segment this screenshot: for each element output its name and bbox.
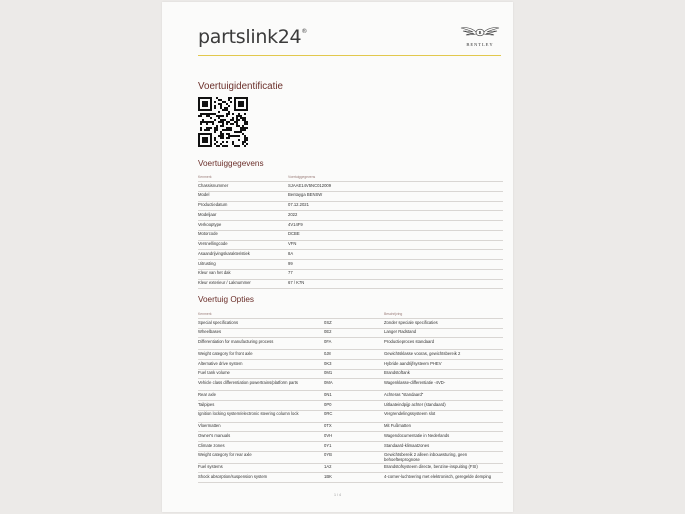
option-name: Fuel systems	[198, 464, 223, 470]
option-name: Vehicle class differentiation powertrains/platform parts	[198, 379, 299, 385]
option-code: 0FA	[324, 338, 332, 344]
option-description: Mit Fußmatten	[384, 423, 411, 429]
header-divider	[198, 55, 501, 56]
row-key: Versnellingcode	[198, 241, 228, 247]
row-value: 8A	[288, 250, 294, 256]
column-header-value: Voertuiggegevens	[288, 175, 316, 179]
table-row	[198, 422, 503, 432]
option-description: Wagenklasse-differentiatie -4VD-	[384, 379, 446, 385]
option-name: Shock absorption/suspension system	[198, 473, 268, 479]
option-name: Wheelbases	[198, 329, 222, 335]
option-description: Vergrendelingssysteem slot	[384, 411, 436, 417]
vehicle-data-table	[198, 174, 503, 289]
row-key: Modeljaar	[198, 211, 217, 217]
row-value: 4V14F9	[288, 221, 303, 227]
table-row	[198, 378, 503, 390]
table-row	[198, 369, 503, 379]
option-description: Uitlaateindpijp achter (standaard)	[384, 401, 446, 407]
option-name: Owner's manuals	[198, 432, 231, 438]
table-row	[198, 269, 503, 279]
page-title: Voertuigidentificatie	[198, 81, 283, 92]
table-header	[198, 174, 503, 181]
brand-name: BENTLEY	[466, 42, 494, 47]
option-code: 0Y1	[324, 442, 332, 448]
options-heading: Voertuig Opties	[198, 295, 254, 304]
document-page	[162, 2, 513, 512]
table-row	[198, 337, 503, 349]
table-row	[198, 441, 503, 451]
column-header-key: Kenmerk	[198, 312, 212, 316]
row-value: 67 / K7N	[288, 280, 305, 286]
row-key: Model	[198, 192, 210, 198]
option-description: Hybride aandrijfsysteem PHEV	[384, 360, 442, 366]
table-row	[198, 249, 503, 259]
option-name: Vloermatten	[198, 423, 221, 429]
bentley-wings-icon	[460, 26, 500, 38]
option-description: Zonder speciale specificaties	[384, 319, 438, 325]
option-name: Weight category for rear axle	[198, 452, 252, 458]
partslink24-logo: partslink24®	[198, 26, 308, 48]
table-row	[198, 349, 503, 359]
row-key: Productiedatum	[198, 202, 228, 208]
option-name: Fuel tank volume	[198, 370, 230, 376]
table-row	[198, 318, 503, 328]
table-row	[198, 230, 503, 240]
svg-text:B: B	[478, 30, 482, 35]
option-code: 0TX	[324, 423, 332, 429]
option-code: 0RC	[324, 411, 333, 417]
option-code: 0K3	[324, 360, 332, 366]
table-row	[198, 181, 503, 191]
option-code: 0YB	[324, 452, 332, 458]
option-name: Climate zones	[198, 442, 225, 448]
option-code: 0M1	[324, 370, 333, 376]
option-description: Wagendocumentatie in Nederlands	[384, 432, 450, 438]
option-description: Productieproces standaard	[384, 338, 435, 344]
table-header	[198, 311, 503, 318]
table-row	[198, 400, 503, 410]
table-row	[198, 451, 503, 463]
vehicle-data-heading: Voertuiggegevens	[198, 159, 264, 168]
row-key: Kleur exterieur / Laknummer	[198, 280, 251, 286]
row-value: 2022	[288, 211, 298, 217]
table-row	[198, 259, 503, 269]
option-code: 0J8	[324, 350, 331, 356]
option-code: 0E2	[324, 329, 332, 335]
option-description: Gewichtsbereik 2 alleen inbouwsturing, geen behoeftesprognose	[384, 452, 468, 462]
option-name: Differentiation for manufacturing process	[198, 338, 274, 344]
option-code: 0VH	[324, 432, 333, 438]
option-code: 0SZ	[324, 319, 332, 325]
row-key: Uitrusting	[198, 260, 216, 266]
bentley-logo	[459, 26, 501, 47]
option-description: Langer Radstand	[384, 329, 417, 335]
row-value: 99	[288, 260, 293, 266]
table-row	[198, 191, 503, 201]
option-code: 1A2	[324, 464, 332, 470]
option-description: Achteras "standaard"	[384, 391, 424, 397]
table-row	[198, 220, 503, 230]
options-table	[198, 311, 503, 483]
column-header-key: Kenmerk	[198, 175, 212, 179]
option-name: Tailpipes	[198, 401, 215, 407]
table-row	[198, 472, 503, 483]
option-name: Alternative drive system	[198, 360, 243, 366]
table-row	[198, 240, 503, 250]
row-value: VFN	[288, 241, 297, 247]
table-row	[198, 210, 503, 220]
row-key: Motorcode	[198, 231, 218, 237]
table-row	[198, 279, 503, 290]
option-code: 0N1	[324, 391, 332, 397]
option-name: Rear axle	[198, 391, 216, 397]
row-value: 77	[288, 270, 293, 276]
table-row	[198, 390, 503, 400]
option-code: 0P0	[324, 401, 332, 407]
row-key: Chassisnummer	[198, 182, 229, 188]
row-key: Kleur van het dak	[198, 270, 231, 276]
option-description: Gewichtsklasse vooras, gewichtsbereik 2	[384, 350, 461, 356]
qr-code-icon	[198, 97, 248, 147]
page-number: 1 / 4	[334, 493, 341, 497]
option-description: 4-corner-luchtvering met elektronisch, geregelde demping	[384, 473, 492, 479]
table-row	[198, 328, 503, 338]
option-description: Brandstoftank	[384, 370, 410, 376]
row-value: 07.12.2021	[288, 202, 309, 208]
table-row	[198, 201, 503, 211]
table-row	[198, 431, 503, 441]
column-header-description: Beschrijving	[384, 312, 403, 316]
table-row	[198, 359, 503, 369]
option-name: Special specifications	[198, 319, 239, 325]
row-value: SJAAE14V5NC012009	[288, 182, 332, 188]
row-value: DCBE	[288, 231, 300, 237]
option-description: Standaard-klimaatzones	[384, 442, 430, 448]
option-code: 0MA	[324, 379, 333, 385]
row-key: Verkooptype	[198, 221, 222, 227]
option-description: Brandstofsysteem directe, benzine-inspuiting (FSI)	[384, 464, 478, 470]
row-value: Bentayga BENSW	[288, 192, 323, 198]
table-row	[198, 463, 503, 473]
option-name: Weight category for front axle	[198, 350, 253, 356]
row-key: Asaandrijvingskarakteristiek	[198, 250, 250, 256]
option-name: Ignition locking system/electronic steering column lock	[198, 411, 299, 417]
option-code: 1BK	[324, 473, 332, 479]
table-row	[198, 410, 503, 422]
